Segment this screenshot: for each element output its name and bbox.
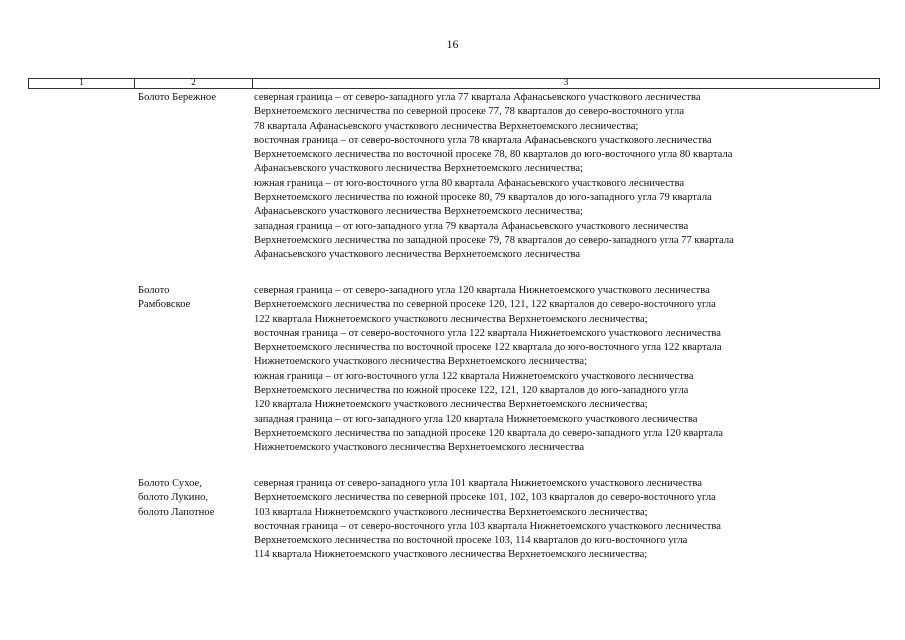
description-line: 120 квартала Нижнетоемского участкового лесничества Верхнетоемского лесничества;: [254, 399, 648, 411]
description-line: 122 квартала Нижнетоемского участкового лесничества Верхнетоемского лесничества;: [254, 313, 648, 325]
description-line: западная граница – от юго-западного угла 120 квартала Нижнетоемского участкового лесничества: [254, 413, 698, 425]
description-line: Верхнетоемского лесничества по северной просеке 120, 121, 122 кварталов до северо-восточного угла: [254, 299, 716, 311]
description-line: Верхнетоемского лесничества по южной просеке 80, 79 кварталов до юго-западного угла 79 квартала: [254, 192, 712, 204]
description-line: 114 квартала Нижнетоемского участкового лесничества Верхнетоемского лесничества;: [254, 549, 648, 561]
description-line: северная граница – от северо-западного угла 77 квартала Афанасьевского участкового лесничества: [254, 92, 701, 103]
description-line: Афанасьевского участкового лесничества Верхнетоемского лесничества: [254, 249, 581, 261]
description-line: восточная граница – от северо-восточного угла 122 квартала Нижнетоемского участкового лесничества: [254, 327, 721, 339]
description-line: 78 квартала Афанасьевского участкового лесничества Верхнетоемского лесничества;: [254, 120, 639, 132]
description-line: Верхнетоемского лесничества по западной просеке 120 квартала до северо-западного угла 120 квартала: [254, 427, 723, 439]
object-name: [138, 477, 250, 520]
object-name-line: Болото Бережное: [138, 92, 217, 103]
description-line: восточная граница – от северо-восточного угла 103 квартала Нижнетоемского участкового лесничества: [254, 520, 721, 532]
boundary-description: [254, 477, 884, 563]
description-line: западная граница – от юго-западного угла 79 квартала Афанасьевского участкового лесничества: [254, 220, 689, 232]
description-line: северная граница от северо-западного угла 101 квартала Нижнетоемского участкового лесничества: [254, 478, 702, 489]
description-line: восточная граница – от северо-восточного угла 78 квартала Афанасьевского участкового лесничества: [254, 134, 712, 146]
description-line: Верхнетоемского лесничества по западной просеке 79, 78 кварталов до северо-западного угла 77 квартала: [254, 234, 734, 246]
object-name: [138, 91, 250, 105]
description-line: северная граница – от северо-западного угла 120 квартала Нижнетоемского участкового лесничества: [254, 285, 710, 296]
description-line: 103 квартала Нижнетоемского участкового лесничества Верхнетоемского лесничества;: [254, 506, 648, 518]
description-line: Нижнетоемского участкового лесничества Верхнетоемского лесничества: [254, 442, 585, 454]
description-line: Верхнетоемского лесничества по восточной просеке 103, 114 кварталов до юго-восточного угла: [254, 535, 688, 547]
object-name-line: болото Лукино,: [138, 492, 209, 504]
object-name-line: Рамбовское: [138, 299, 191, 311]
object-name-line: Болото Сухое,: [138, 478, 202, 489]
column-number-2: 2: [135, 79, 253, 89]
description-line: Афанасьевского участкового лесничества Верхнетоемского лесничества;: [254, 163, 584, 175]
description-line: Нижнетоемского участкового лесничества Верхнетоемского лесничества;: [254, 356, 588, 368]
object-name-line: болото Лапотное: [138, 506, 215, 518]
description-line: Верхнетоемского лесничества по северной просеке 77, 78 кварталов до северо-восточного угла: [254, 106, 685, 118]
description-line: Афанасьевского участкового лесничества Верхнетоемского лесничества;: [254, 206, 584, 218]
object-name-line: Болото: [138, 285, 170, 296]
column-number-3: 3: [253, 79, 880, 89]
boundary-description: [254, 284, 884, 456]
description-line: Верхнетоемского лесничества по южной просеке 122, 121, 120 кварталов до юго-западного угла: [254, 385, 689, 397]
table-header: [28, 78, 880, 89]
boundary-description: [254, 91, 884, 263]
description-line: Верхнетоемского лесничества по восточной просеке 122 квартала до юго-восточного угла 122 квартала: [254, 342, 722, 354]
page-number: 16: [446, 37, 459, 51]
object-name: [138, 284, 250, 313]
column-number-1: 1: [29, 79, 135, 89]
description-line: Верхнетоемского лесничества по восточной просеке 78, 80 кварталов до юго-восточного угла 80 квартала: [254, 149, 733, 161]
description-line: южная граница – от юго-восточного угла 80 квартала Афанасьевского участкового лесничества: [254, 177, 685, 189]
description-line: южная граница – от юго-восточного угла 122 квартала Нижнетоемского участкового лесничества: [254, 370, 694, 382]
description-line: Верхнетоемского лесничества по северной просеке 101, 102, 103 кварталов до северо-восточного угла: [254, 492, 716, 504]
